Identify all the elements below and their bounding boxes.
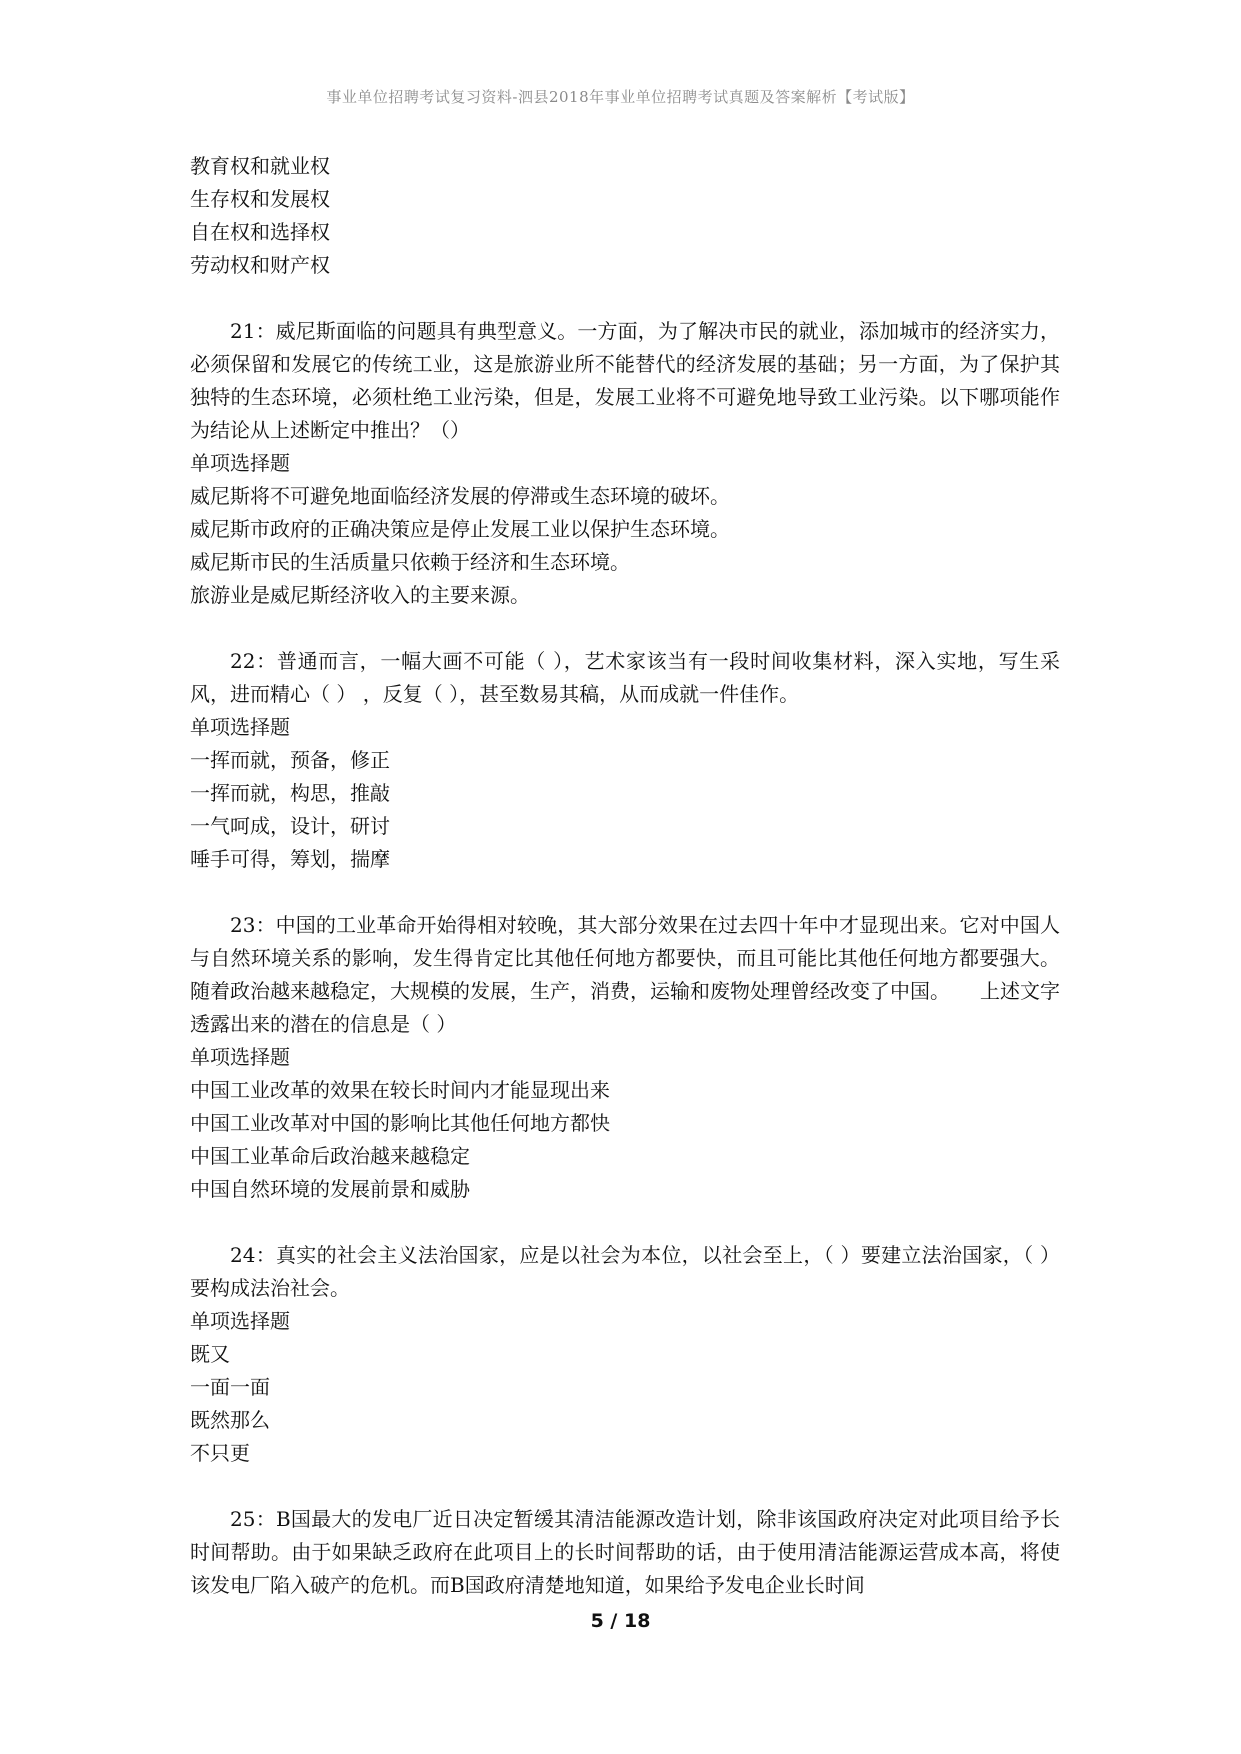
option: 生存权和发展权 — [190, 187, 330, 211]
option: 唾手可得，筹划，揣摩 — [190, 847, 390, 871]
option: 自在权和选择权 — [190, 220, 330, 244]
option: 一气呵成，设计，研讨 — [190, 814, 390, 838]
question-type: 单项选择题 — [190, 1309, 290, 1333]
question-stem: 23：中国的工业革命开始得相对较晚，其大部分效果在过去四十年中才显现出来。它对中国人与自然环境关系的影响，发生得肯定比其他任何地方都要快，而且可能比其他任何地方都要强大。随着政治越来越稳定，大规模的发展，生产，消费，运输和废物处理曾经改变了中国。 上述文字透露出来的潜在的信息是（ ） — [190, 913, 1060, 1036]
option: 劳动权和财产权 — [190, 253, 330, 277]
question-22 — [190, 645, 1060, 876]
option: 一面一面 — [190, 1375, 270, 1399]
option: 既然那么 — [190, 1408, 270, 1432]
option: 威尼斯市政府的正确决策应是停止发展工业以保护生态环境。 — [190, 517, 730, 541]
option: 教育权和就业权 — [190, 154, 330, 178]
document-body — [190, 150, 1060, 1602]
question-24 — [190, 1239, 1060, 1470]
option: 中国工业改革对中国的影响比其他任何地方都快 — [190, 1111, 610, 1135]
option: 中国自然环境的发展前景和威胁 — [190, 1177, 470, 1201]
question-type: 单项选择题 — [190, 715, 290, 739]
question-25 — [190, 1503, 1060, 1602]
question-type: 单项选择题 — [190, 1045, 290, 1069]
page-header: 事业单位招聘考试复习资料-泗县2018年事业单位招聘考试真题及答案解析【考试版】 — [326, 88, 915, 106]
continued-options — [190, 150, 1060, 282]
page-number: 5 / 18 — [590, 1610, 651, 1632]
option: 一挥而就，预备，修正 — [190, 748, 390, 772]
question-stem: 21：威尼斯面临的问题具有典型意义。一方面，为了解决市民的就业，添加城市的经济实力，必须保留和发展它的传统工业，这是旅游业所不能替代的经济发展的基础；另一方面，为了保护其独特的生态环境，必须杜绝工业污染，但是，发展工业将不可避免地导致工业污染。以下哪项能作为结论从上述断定中推出？（） — [190, 319, 1060, 442]
question-stem: 22：普通而言，一幅大画不可能（ ），艺术家该当有一段时间收集材料，深入实地，写生采风，进而精心（ ） ，反复（ ），甚至数易其稿，从而成就一件佳作。 — [190, 649, 1060, 706]
option: 威尼斯市民的生活质量只依赖于经济和生态环境。 — [190, 550, 630, 574]
option: 不只更 — [190, 1441, 250, 1465]
question-21 — [190, 315, 1060, 612]
option: 中国工业改革的效果在较长时间内才能显现出来 — [190, 1078, 610, 1102]
option: 既又 — [190, 1342, 230, 1366]
question-type: 单项选择题 — [190, 451, 290, 475]
option: 中国工业革命后政治越来越稳定 — [190, 1144, 470, 1168]
option: 威尼斯将不可避免地面临经济发展的停滞或生态环境的破坏。 — [190, 484, 730, 508]
question-stem: 24：真实的社会主义法治国家，应是以社会为本位，以社会至上，（ ）要建立法治国家，（ ）要构成法治社会。 — [190, 1243, 1060, 1300]
option: 一挥而就，构思，推敲 — [190, 781, 390, 805]
question-stem: 25：B国最大的发电厂近日决定暂缓其清洁能源改造计划，除非该国政府决定对此项目给予长时间帮助。由于如果缺乏政府在此项目上的长时间帮助的话，由于使用清洁能源运营成本高，将使该发电厂陷入破产的危机。而B国政府清楚地知道，如果给予发电企业长时间 — [190, 1507, 1060, 1597]
question-23 — [190, 909, 1060, 1206]
option: 旅游业是威尼斯经济收入的主要来源。 — [190, 583, 530, 607]
